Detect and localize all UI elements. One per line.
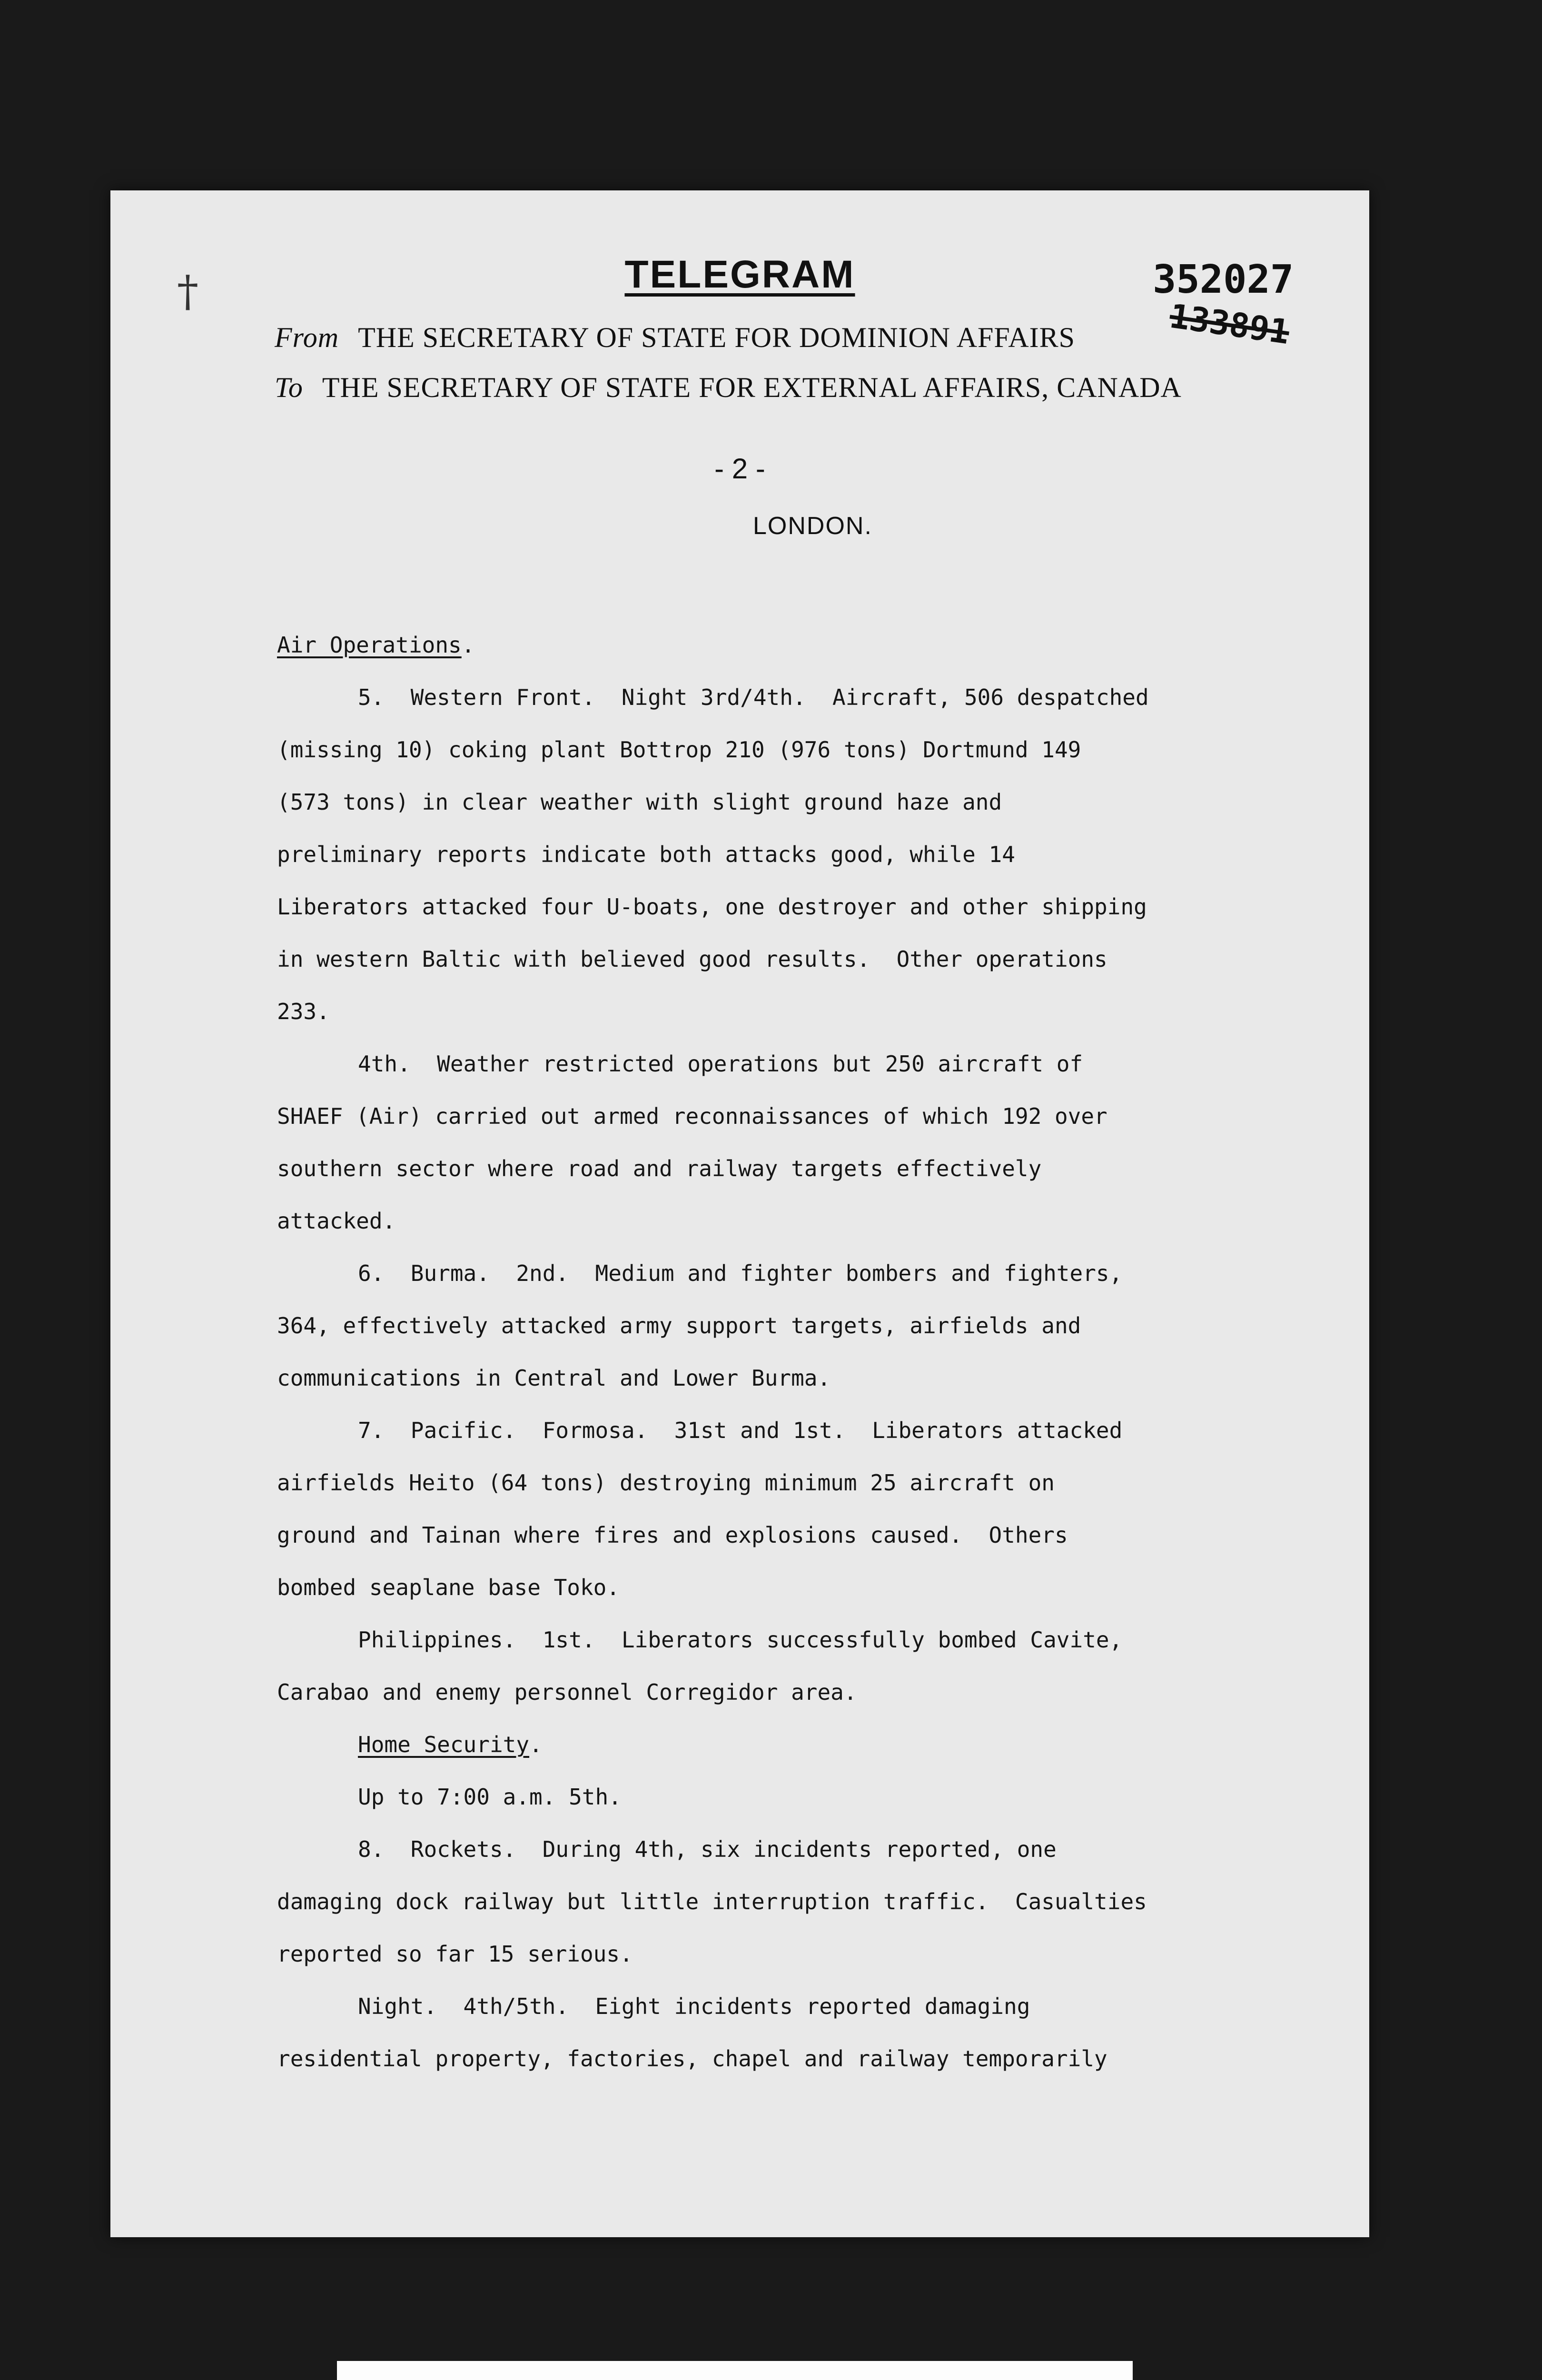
paragraph-line: reported so far 15 serious. bbox=[277, 1941, 633, 1967]
home-heading-suffix: . bbox=[529, 1732, 543, 1757]
air-heading-suffix: . bbox=[461, 632, 475, 658]
paragraph-line: 364, effectively attacked army support targets, airfields and bbox=[277, 1313, 1081, 1339]
paragraph-line: (missing 10) coking plant Bottrop 210 (976 tons) Dortmund 149 bbox=[277, 737, 1081, 763]
reference-number: 352027 bbox=[1153, 257, 1294, 302]
paragraph-line: 5. Western Front. Night 3rd/4th. Aircraft, 506 despatched bbox=[358, 684, 1149, 710]
paragraph-line: 8. Rockets. During 4th, six incidents reported, one bbox=[358, 1836, 1057, 1862]
air-operations-heading bbox=[277, 619, 1362, 671]
telegram-body bbox=[277, 619, 1362, 2085]
to-line bbox=[275, 371, 1182, 404]
paragraph-line: in western Baltic with believed good results. Other operations bbox=[277, 946, 1107, 972]
paragraph-line: Night. 4th/5th. Eight incidents reported damaging bbox=[358, 1993, 1030, 2019]
from-text: THE SECRETARY OF STATE FOR DOMINION AFFAIRS bbox=[358, 322, 1076, 353]
archive-caption-label bbox=[337, 2361, 1133, 2380]
paragraph-line: Liberators attacked four U-boats, one destroyer and other shipping bbox=[277, 894, 1147, 920]
paragraph-line: damaging dock railway but little interruption traffic. Casualties bbox=[277, 1889, 1147, 1914]
to-label: To bbox=[275, 372, 303, 403]
margin-mark: † bbox=[177, 267, 198, 317]
place-name: LONDON. bbox=[753, 512, 872, 540]
air-heading-text: Air Operations bbox=[277, 632, 462, 658]
paragraph-line: (573 tons) in clear weather with slight ground haze and bbox=[277, 789, 1002, 815]
paragraph-line: airfields Heito (64 tons) destroying minimum 25 aircraft on bbox=[277, 1470, 1055, 1496]
to-text: THE SECRETARY OF STATE FOR EXTERNAL AFFAIRS, CANADA bbox=[322, 372, 1182, 403]
paragraph-line: SHAEF (Air) carried out armed reconnaissances of which 192 over bbox=[277, 1103, 1107, 1129]
paragraph-line: ground and Tainan where fires and explosions caused. Others bbox=[277, 1522, 1068, 1548]
from-line bbox=[275, 321, 1075, 354]
home-security-heading bbox=[277, 1718, 1362, 1771]
title-text: TELEGRAM bbox=[624, 253, 855, 296]
paragraph-line: communications in Central and Lower Burma. bbox=[277, 1365, 831, 1391]
paragraph-line: 7. Pacific. Formosa. 31st and 1st. Liberators attacked bbox=[358, 1418, 1123, 1443]
paragraph-line: 6. Burma. 2nd. Medium and fighter bombers and fighters, bbox=[358, 1260, 1123, 1286]
struck-reference-number: 133891 bbox=[1167, 296, 1292, 352]
paragraph-line: 4th. Weather restricted operations but 250 aircraft of bbox=[358, 1051, 1083, 1077]
paragraph-line: preliminary reports indicate both attacks good, while 14 bbox=[277, 842, 1015, 867]
paragraph-line: Philippines. 1st. Liberators successfully bombed Cavite, bbox=[358, 1627, 1123, 1653]
paragraph-line: Up to 7:00 a.m. 5th. bbox=[358, 1784, 622, 1810]
paragraph-line: 233. bbox=[277, 999, 330, 1024]
home-heading-text: Home Security bbox=[358, 1732, 530, 1757]
paragraph-line: Carabao and enemy personnel Corregidor area. bbox=[277, 1679, 857, 1705]
paragraph-line: southern sector where road and railway targets effectively bbox=[277, 1156, 1042, 1181]
paragraph-line: attacked. bbox=[277, 1208, 396, 1234]
paragraph-line: residential property, factories, chapel and railway temporarily bbox=[277, 2046, 1107, 2072]
telegram-page bbox=[110, 190, 1369, 2237]
paragraph-line: bombed seaplane base Toko. bbox=[277, 1575, 620, 1600]
page-number: - 2 - bbox=[714, 453, 765, 485]
from-label: From bbox=[275, 322, 339, 353]
